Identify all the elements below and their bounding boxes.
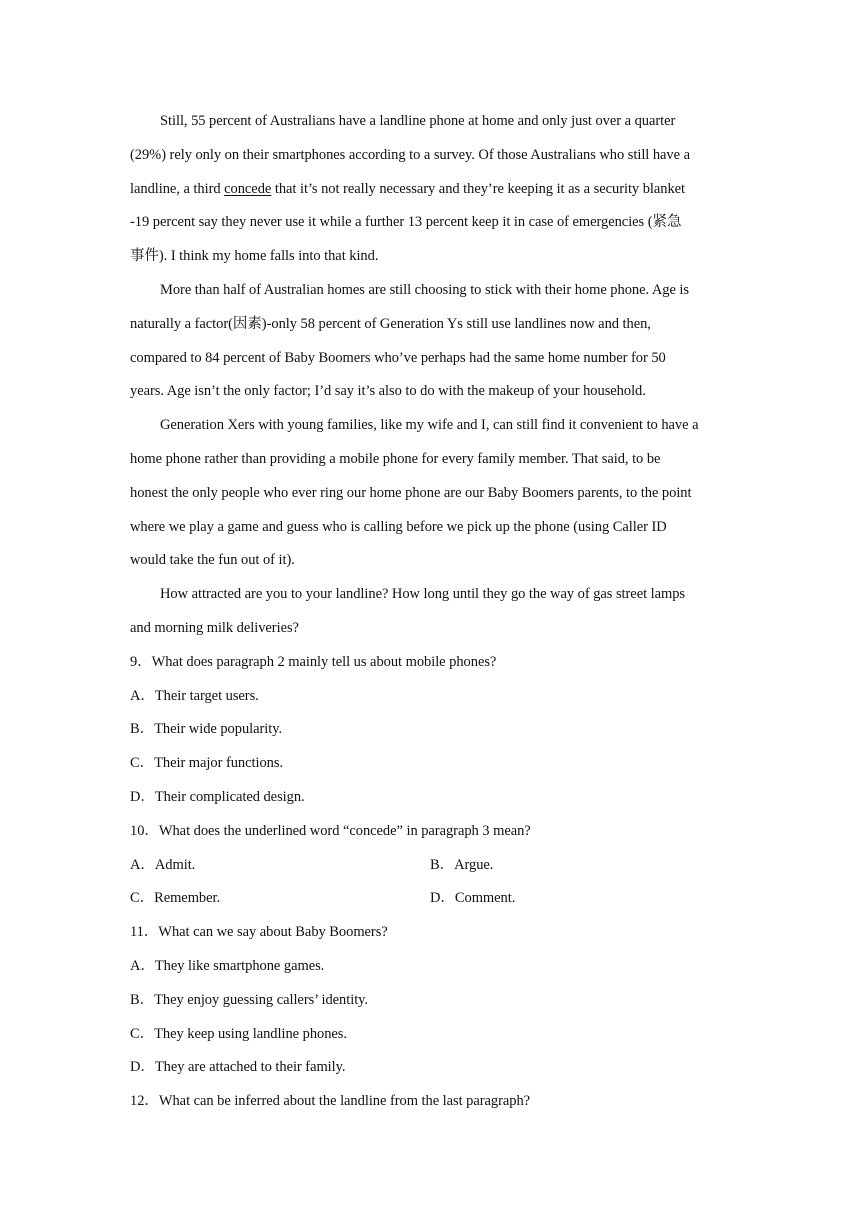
text-line: (29%) rely only on their smartphones according to a survey. Of those Australians who still have a (130, 146, 690, 163)
option-d: D．Their complicated design. (130, 788, 305, 805)
option-a: A．They like smartphone games. (130, 957, 325, 974)
option-d: D．They are attached to their family. (130, 1059, 346, 1076)
text-line: years. Age isn’t the only factor; I’d say it’s also to do with the makeup of your household. (130, 383, 646, 400)
paragraph-4 (130, 274, 740, 409)
option-a: A．Their target users. (130, 687, 259, 704)
text-segment: that it’s not really necessary and they’re keeping it as a security blanket (271, 180, 686, 197)
question-11 (130, 916, 740, 1085)
underlined-word: concede (224, 180, 272, 197)
text-line: honest the only people who ever ring our home phone are our Baby Boomers parents, to the point (130, 484, 692, 501)
text-line: would take the fun out of it). (130, 552, 295, 569)
question-stem: 12．What can be inferred about the landline from the last paragraph? (130, 1093, 531, 1110)
option-row (130, 882, 740, 916)
option-b: B．Argue. (430, 856, 494, 873)
question-9 (130, 646, 740, 815)
text-line: where we play a game and guess who is calling before we pick up the phone (using Caller ID (130, 518, 667, 535)
text-line: How attracted are you to your landline? How long until they go the way of gas street lamps (160, 586, 686, 603)
document-page (130, 105, 740, 1119)
text-line: compared to 84 percent of Baby Boomers who’ve perhaps had the same home number for 50 (130, 349, 666, 366)
option-c: C．They keep using landline phones. (130, 1025, 347, 1042)
text-segment: landline, a third (130, 180, 225, 197)
option-b: B．Their wide popularity. (130, 721, 283, 738)
paragraph-3 (130, 105, 740, 274)
option-d: D．Comment. (430, 890, 516, 907)
option-c: C．Their major functions. (130, 755, 284, 772)
question-stem: 10．What does the underlined word “concede” in paragraph 3 mean? (130, 822, 531, 839)
text-line: -19 percent say they never use it while a further 13 percent keep it in case of emergencies (紧急 (130, 214, 682, 231)
text-line: and morning milk deliveries? (130, 619, 299, 636)
option-b: B．They enjoy guessing callers’ identity. (130, 991, 369, 1008)
paragraph-5 (130, 409, 740, 578)
text-line: More than half of Australian homes are still choosing to stick with their home phone. Age is (160, 281, 689, 298)
text-line: home phone rather than providing a mobile phone for every family member. That said, to be (130, 450, 661, 467)
text-line (130, 173, 740, 207)
text-line: 事件). I think my home falls into that kind. (130, 248, 379, 265)
question-10 (130, 815, 740, 916)
option-row (130, 849, 740, 883)
question-12 (130, 1085, 740, 1119)
text-line: Still, 55 percent of Australians have a landline phone at home and only just over a quarter (160, 113, 676, 129)
text-line: Generation Xers with young families, like my wife and I, can still find it convenient to have a (160, 417, 699, 434)
question-stem: 11．What can we say about Baby Boomers? (130, 924, 388, 941)
text-line: naturally a factor(因素)-only 58 percent of Generation Ys still use landlines now and then, (130, 315, 651, 332)
option-c: C．Remember. (130, 890, 221, 907)
paragraph-6 (130, 578, 740, 646)
question-stem: 9．What does paragraph 2 mainly tell us about mobile phones? (130, 653, 497, 670)
option-a: A．Admit. (130, 856, 196, 873)
